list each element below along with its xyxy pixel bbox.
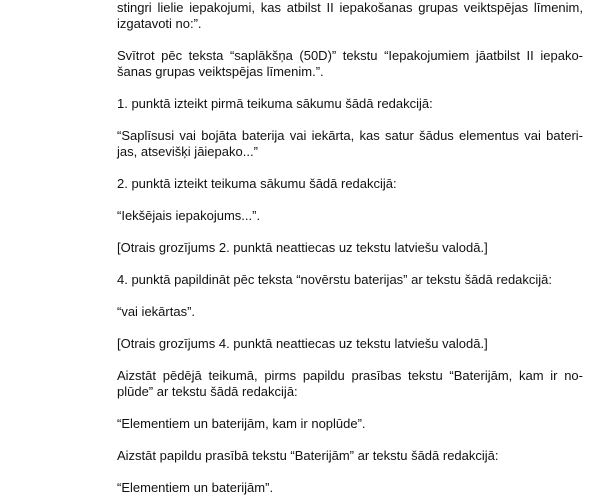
text-line: šanas grupas veiktspējas līmenim.”.	[117, 64, 324, 79]
text-line: stingri lielie iepakojumi, kas atbilst II iepakošanas grupas veiktspējas līmenim,	[117, 0, 583, 15]
text-line: 1. punktā izteikt pirmā teikuma sākumu šādā redakcijā:	[117, 96, 433, 111]
paragraph-2	[117, 48, 583, 80]
text-line: [Otrais grozījums 2. punktā neattiecas uz tekstu latviešu valodā.]	[117, 240, 488, 255]
paragraph-13	[117, 448, 583, 464]
text-line: “Iekšējais iepakojums...”.	[117, 208, 261, 223]
paragraph-9	[117, 304, 583, 320]
text-line: 2. punktā izteikt teikuma sākumu šādā redakcijā:	[117, 176, 397, 191]
text-line: izgatavoti no:”.	[117, 16, 202, 31]
paragraph-1	[117, 0, 583, 32]
paragraph-7	[117, 240, 583, 256]
text-line: “Saplīsusi vai bojāta baterija vai iekārta, kas satur šādus elementus vai bateri-	[117, 128, 583, 143]
paragraph-5	[117, 176, 583, 192]
text-line: Aizstāt pēdējā teikumā, pirms papildu prasības tekstu “Baterijām, kam ir no-	[117, 368, 583, 383]
text-line: jas, atsevišķi jāiepako...”	[117, 144, 258, 159]
text-line: “Elementiem un baterijām”.	[117, 480, 274, 495]
paragraph-10	[117, 336, 583, 352]
paragraph-11	[117, 368, 583, 400]
paragraph-6	[117, 208, 583, 224]
document-page	[117, 0, 583, 496]
text-line: Svītrot pēc teksta “saplākšņa (50D)” tekstu “Iepakojumiem jāatbilst II iepako-	[117, 48, 583, 63]
text-line: “vai iekārtas”.	[117, 304, 196, 319]
text-line: 4. punktā papildināt pēc teksta “novērstu baterijas” ar tekstu šādā redakcijā:	[117, 272, 553, 287]
paragraph-8	[117, 272, 583, 288]
paragraph-14	[117, 480, 583, 496]
text-line: “Elementiem un baterijām, kam ir noplūde”.	[117, 416, 366, 431]
paragraph-3	[117, 96, 583, 112]
paragraph-12	[117, 416, 583, 432]
text-line: plūde” ar tekstu šādā redakcijā:	[117, 384, 298, 399]
text-line: [Otrais grozījums 4. punktā neattiecas uz tekstu latviešu valodā.]	[117, 336, 488, 351]
paragraph-4	[117, 128, 583, 160]
text-line: Aizstāt papildu prasībā tekstu “Baterijām” ar tekstu šādā redakcijā:	[117, 448, 499, 463]
